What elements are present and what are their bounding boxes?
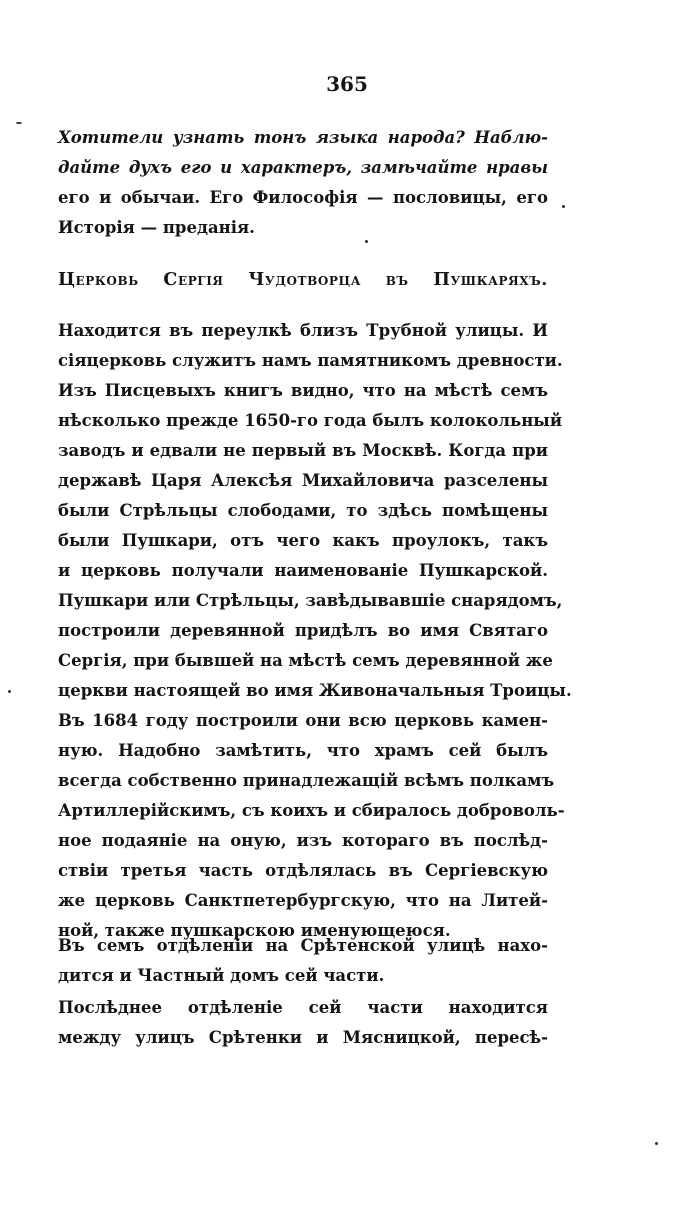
paragraph-line: церкви настоящей во имя Живоначальныя Троицы.	[58, 681, 572, 700]
paragraph-line: ной, также пушкарскою именующеюся.	[58, 921, 451, 940]
paragraph-line: Сергія, при бывшей на мѣстѣ семъ деревянной же	[58, 651, 553, 670]
page-number: 365	[326, 72, 368, 96]
paragraph-line: Изъ Писцевыхъ книгъ видно, что на мѣстѣ семъ	[58, 381, 548, 400]
epigraph-line: дайте духъ его и характеръ, замѣчайте нравы	[58, 158, 548, 177]
paragraph-line: между улицъ Срѣтенки и Мясницкой, пересѣ-	[58, 1028, 548, 1047]
section-heading: Церковь Сергія Чудотворца въ Пушкаряхъ.	[58, 270, 548, 290]
scan-speck	[655, 1142, 658, 1145]
paragraph-line: заводъ и едвали не первый въ Москвѣ. Когда при	[58, 441, 548, 460]
paragraph-line: и церковь получали наименованіе Пушкарской.	[58, 561, 548, 580]
paragraph-line: Въ 1684 году построили они всю церковь камен-	[58, 711, 548, 730]
paragraph-line: державѣ Царя Алексѣя Михайловича разселены	[58, 471, 548, 490]
paragraph-line: нѣсколько прежде 1650-го года былъ колокольный	[58, 411, 563, 430]
paragraph-line: Пушкари или Стрѣльцы, завѣдывавшіе снарядомъ,	[58, 591, 563, 610]
paragraph-line: дится и Частный домъ сей части.	[58, 966, 385, 985]
paragraph-sretenka-division	[58, 931, 548, 991]
paragraph-line: были Стрѣльцы слободами, то здѣсь помѣщены	[58, 501, 548, 520]
paragraph-line: всегда собственно принадлежащій всѣмъ полкамъ	[58, 771, 555, 790]
paragraph-line: сіяцерковь служитъ намъ памятникомъ древности.	[58, 351, 563, 370]
paragraph-line: ное подаяніе на оную, изъ котораго въ послѣд-	[58, 831, 548, 850]
paragraph-line: были Пушкари, отъ чего какъ проулокъ, такъ	[58, 531, 548, 550]
paragraph-line: Артиллерійскимъ, съ коихъ и сбиралось доброволь-	[58, 801, 565, 820]
scan-speck	[365, 240, 368, 243]
paragraph-church-history	[58, 316, 572, 946]
paragraph-last-division	[58, 993, 548, 1053]
paragraph-line: Находится въ переулкѣ близъ Трубной улицы. И	[58, 321, 548, 340]
paragraph-line: ствіи третья часть отдѣлялась въ Сергіевскую	[58, 861, 548, 880]
epigraph	[58, 123, 548, 243]
epigraph-line: Хотители узнать тонъ языка народа? Наблю-	[58, 128, 548, 147]
paragraph-line: построили деревянной придѣлъ во имя Святаго	[58, 621, 548, 640]
scan-speck	[16, 122, 22, 124]
paragraph-line: Въ семъ отдѣленіи на Срѣтенской улицѣ нахо-	[58, 936, 548, 955]
paragraph-line: Послѣднее отдѣленіе сей части находится	[58, 998, 548, 1017]
paragraph-line: же церковь Санктпетербургскую, что на Литей-	[58, 891, 548, 910]
scan-speck	[8, 690, 11, 693]
paragraph-line: ную. Надобно замѣтить, что храмъ сей былъ	[58, 741, 548, 760]
epigraph-line: Исторія — преданія.	[58, 218, 255, 237]
scan-speck	[562, 205, 565, 208]
epigraph-line: его и обычаи. Его Философія — пословицы, его	[58, 188, 548, 207]
